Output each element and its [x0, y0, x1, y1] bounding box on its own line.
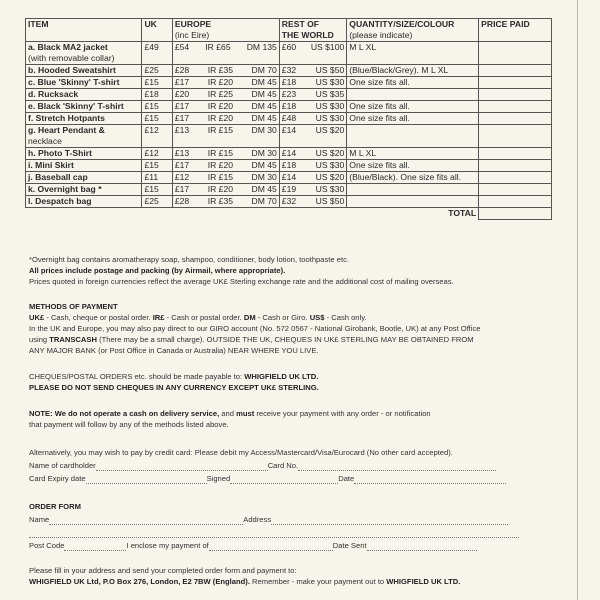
cell-europe: [172, 89, 279, 101]
cell-uk: £15: [142, 113, 172, 125]
eu-dm: DM 45: [251, 160, 277, 170]
cell-uk: £12: [142, 125, 172, 148]
cell-europe: [172, 148, 279, 160]
eu-gbp: £17: [174, 113, 190, 123]
cell-rest: [279, 148, 346, 160]
eu-dm: DM 30: [251, 125, 277, 135]
item-name-line2: (with removable collar): [28, 53, 115, 63]
rw-gbp: £19: [281, 184, 297, 194]
table-row: [26, 77, 552, 89]
rw-gbp: £32: [281, 196, 297, 206]
header-europe-label: EUROPE: [174, 19, 212, 29]
cell-rest: [279, 77, 346, 89]
header-qty: [347, 19, 479, 42]
cell-paid[interactable]: [479, 113, 552, 125]
cur-us: US$: [309, 313, 325, 322]
cell-europe: [172, 101, 279, 113]
rw-usd: US $20: [315, 125, 345, 135]
eu-irl: IR £20: [207, 113, 234, 123]
footer-line1: Please fill in your address and send your completed order form and payment to:: [29, 566, 297, 575]
table-row: [26, 89, 552, 101]
cell-rest: [279, 42, 346, 65]
header-rest-label2: THE WORLD: [281, 30, 334, 40]
cur-ir-text: - Cash or postal order.: [164, 313, 244, 322]
item-name: f. Stretch Hotpants: [28, 113, 105, 123]
cell-rest: [279, 113, 346, 125]
eu-dm: DM 45: [251, 113, 277, 123]
cell-item: [26, 184, 142, 196]
cheques-payee: WHIGFIELD UK LTD.: [244, 372, 319, 381]
item-name: h. Photo T-Shirt: [28, 148, 92, 158]
eu-gbp: £28: [174, 65, 190, 75]
cell-qty[interactable]: One size fits all.: [347, 77, 479, 89]
address-label: Address: [243, 515, 272, 524]
table-row: [26, 65, 552, 77]
table-row: [26, 160, 552, 172]
price-table: [25, 18, 552, 220]
address-field-2[interactable]: [29, 529, 519, 538]
rw-gbp: £18: [281, 101, 297, 111]
rw-usd: US $30: [315, 113, 345, 123]
rw-gbp: £18: [281, 160, 297, 170]
cell-uk: £15: [142, 101, 172, 113]
cell-qty[interactable]: One size fits all.: [347, 101, 479, 113]
cell-uk: £15: [142, 77, 172, 89]
eu-dm: DM 70: [251, 196, 277, 206]
cell-rest: [279, 172, 346, 184]
cell-paid[interactable]: [479, 184, 552, 196]
rw-usd: US $50: [315, 65, 345, 75]
eu-gbp: £17: [174, 184, 190, 194]
cell-qty[interactable]: (Blue/Black). One size fits all.: [347, 172, 479, 184]
card-row1: [29, 461, 496, 471]
form-row-address2: [29, 528, 519, 538]
eu-dm: DM 45: [251, 184, 277, 194]
cell-item: [26, 65, 142, 77]
cell-qty[interactable]: (Blue/Black/Grey). M L XL: [347, 65, 479, 77]
cell-europe: [172, 160, 279, 172]
rw-gbp: £60: [281, 42, 297, 52]
payment-currencies: [29, 313, 367, 323]
name-label: Name: [29, 515, 50, 524]
eu-gbp: £13: [174, 125, 190, 135]
date-sent-label: Date Sent: [332, 541, 367, 550]
eu-irl: IR £65: [205, 42, 231, 52]
cardholder-label: Name of cardholder: [29, 461, 96, 470]
cur-uk: UK£: [29, 313, 45, 322]
cod-note: NOTE:: [29, 409, 53, 418]
expiry-label: Card Expiry date: [29, 474, 86, 483]
form-row2: [29, 541, 477, 551]
header-europe-sub: (inc Eire): [174, 30, 210, 40]
cell-item: [26, 196, 142, 208]
cod-mid: and: [219, 409, 237, 418]
cell-europe: [172, 65, 279, 77]
item-name: k. Overnight bag *: [28, 184, 102, 194]
transcash-label: TRANSCASH: [49, 335, 97, 344]
eu-irl: IR £35: [207, 196, 234, 206]
cell-europe: [172, 113, 279, 125]
cell-paid[interactable]: [479, 89, 552, 101]
rw-usd: US $30: [315, 160, 345, 170]
rw-usd: US $30: [315, 77, 345, 87]
item-name: b. Hooded Sweatshirt: [28, 65, 116, 75]
header-europe: [172, 19, 279, 42]
eu-gbp: £28: [174, 196, 190, 206]
cell-europe: [172, 184, 279, 196]
cell-item: [26, 77, 142, 89]
eu-gbp: £54: [174, 42, 190, 52]
eu-gbp: £13: [174, 148, 190, 158]
cur-uk-text: - Cash, cheque or postal order.: [44, 313, 153, 322]
item-name: d. Rucksack: [28, 89, 79, 99]
item-name: c. Blue 'Skinny' T-shirt: [28, 77, 120, 87]
card-row2: [29, 474, 506, 484]
payment-transcash: [29, 335, 474, 345]
item-name: l. Despatch bag: [28, 196, 92, 206]
rw-usd: US $30: [315, 184, 345, 194]
total-field[interactable]: [479, 208, 552, 220]
rw-gbp: £32: [281, 65, 297, 75]
cell-paid[interactable]: [479, 125, 552, 148]
eu-dm: DM 70: [251, 65, 277, 75]
rw-usd: US $50: [315, 196, 345, 206]
transcash-post: (There may be a small charge). OUTSIDE THE UK, CHEQUES IN UK£ STERLING MAY BE OBTAINED FROM: [96, 335, 474, 344]
page-edge-line: [577, 0, 578, 600]
eu-irl: IR £15: [207, 148, 234, 158]
cell-uk: £49: [142, 42, 172, 65]
cell-qty[interactable]: [347, 196, 479, 208]
cur-dm-text: - Cash or Giro.: [255, 313, 310, 322]
cell-item: [26, 42, 142, 65]
rw-gbp: £14: [281, 125, 297, 135]
cell-item: [26, 113, 142, 125]
table-row: [26, 101, 552, 113]
cheques-pre: CHEQUES/POSTAL ORDERS etc. should be made payable to:: [29, 372, 245, 381]
cheques-warning: PLEASE DO NOT SEND CHEQUES IN ANY CURRENCY EXCEPT UK£ STERLING.: [29, 383, 319, 392]
cell-rest: [279, 89, 346, 101]
cell-rest: [279, 160, 346, 172]
card-intro: Alternatively, you may wish to pay by credit card: Please debit my Access/Mastercard/Visa/Eurocard (No other card accepted).: [29, 448, 453, 457]
rw-gbp: £23: [281, 89, 297, 99]
cell-item: [26, 101, 142, 113]
card-date-label: Date: [338, 474, 355, 483]
payment-giro: In the UK and Europe, you may also pay direct to our GIRO account (No. 572 0567 - National Girobank, Bootle, UK) at any Post Office: [29, 324, 481, 333]
eu-irl: IR £20: [207, 160, 234, 170]
date-sent-field[interactable]: [367, 542, 477, 551]
cod-pre: We do not operate a cash on delivery service,: [52, 409, 220, 418]
cell-uk: £12: [142, 148, 172, 160]
header-rest-label: REST OF: [281, 19, 320, 29]
payment-bank: ANY MAJOR BANK (or Post Office in Canada or Australia) NEAR WHERE YOU LIVE.: [29, 346, 319, 355]
eu-irl: IR £20: [207, 184, 234, 194]
cell-item: [26, 148, 142, 160]
note-foreign: Prices quoted in foreign currencies reflect the average UK£ Sterling exchange rate and the additional cost of mailing overseas.: [29, 277, 454, 286]
eu-irl: IR £25: [207, 89, 234, 99]
header-qty-sub: (please indicate): [349, 30, 413, 40]
cur-dm: DM: [243, 313, 256, 322]
cell-paid[interactable]: [479, 42, 552, 65]
item-name: e. Black 'Skinny' T-shirt: [28, 101, 124, 111]
cell-uk: £11: [142, 172, 172, 184]
signed-field[interactable]: [230, 475, 338, 484]
enclose-label: I enclose my payment of: [126, 541, 209, 550]
cur-us-text: - Cash only.: [324, 313, 367, 322]
payment-heading: METHODS OF PAYMENT: [29, 302, 118, 311]
rw-usd: US $30: [315, 101, 345, 111]
cell-europe: [172, 196, 279, 208]
note-postage: All prices include postage and packing (by Airmail, where appropriate).: [29, 266, 286, 275]
order-form-heading: ORDER FORM: [29, 502, 81, 511]
note-overnight: *Overnight bag contains aromatherapy soap, shampoo, conditioner, body lotion, toothpaste etc.: [29, 255, 349, 264]
eu-dm: DM 30: [251, 148, 277, 158]
footer-remember: Remember - make your payment out to: [249, 577, 387, 586]
cell-europe: [172, 42, 279, 65]
item-name: a. Black MA2 jacket: [28, 42, 108, 52]
rw-usd: US $100: [310, 42, 345, 52]
eu-dm: DM 45: [251, 101, 277, 111]
rw-gbp: £18: [281, 77, 297, 87]
cell-europe: [172, 172, 279, 184]
cell-paid[interactable]: [479, 101, 552, 113]
post-code-label: Post Code: [29, 541, 65, 550]
cell-item: [26, 89, 142, 101]
cell-rest: [279, 125, 346, 148]
cell-rest: [279, 65, 346, 77]
cell-uk: £15: [142, 160, 172, 172]
cell-qty[interactable]: M L XL: [347, 148, 479, 160]
card-date-field[interactable]: [354, 475, 506, 484]
cell-qty[interactable]: One size fits all.: [347, 160, 479, 172]
table-row: [26, 42, 552, 65]
total-row: [26, 208, 552, 220]
eu-gbp: £17: [174, 77, 190, 87]
form-row1: [29, 515, 508, 525]
cell-europe: [172, 77, 279, 89]
cell-uk: £25: [142, 65, 172, 77]
item-name: g. Heart Pendant &: [28, 125, 105, 135]
table-row: [26, 113, 552, 125]
cod-post: receive your payment with any order - or notification: [254, 409, 431, 418]
table-row: [26, 184, 552, 196]
cell-rest: [279, 101, 346, 113]
cell-item: [26, 160, 142, 172]
cell-paid[interactable]: [479, 65, 552, 77]
rw-usd: US $20: [315, 148, 345, 158]
table-row: [26, 125, 552, 148]
cell-qty[interactable]: [347, 125, 479, 148]
item-name: i. Mini Skirt: [28, 160, 74, 170]
cell-paid[interactable]: [479, 77, 552, 89]
footer-payee: WHIGFIELD UK LTD.: [386, 577, 461, 586]
eu-gbp: £17: [174, 160, 190, 170]
cell-uk: £25: [142, 196, 172, 208]
cell-qty[interactable]: [347, 184, 479, 196]
cod-line2: that payment will follow by any of the methods listed above.: [29, 420, 229, 429]
eu-gbp: £17: [174, 101, 190, 111]
cell-qty[interactable]: One size fits all.: [347, 113, 479, 125]
expiry-field[interactable]: [86, 475, 207, 484]
eu-irl: IR £35: [207, 65, 234, 75]
address-field[interactable]: [271, 516, 508, 525]
eu-irl: IR £20: [207, 77, 234, 87]
table-row: [26, 196, 552, 208]
rw-gbp: £48: [281, 113, 297, 123]
card-no-field[interactable]: [298, 462, 496, 471]
table-row: [26, 148, 552, 160]
cod-must: must: [236, 409, 255, 418]
header-uk: UK: [142, 19, 172, 42]
post-code-field[interactable]: [64, 542, 126, 551]
cell-europe: [172, 125, 279, 148]
cod-line: [29, 409, 431, 419]
rw-usd: US $20: [315, 172, 345, 182]
cell-uk: £18: [142, 89, 172, 101]
header-paid: PRICE PAID: [479, 19, 552, 42]
cell-uk: £15: [142, 184, 172, 196]
table-row: [26, 172, 552, 184]
eu-gbp: £20: [174, 89, 190, 99]
footer-line2: [29, 577, 460, 587]
total-label: TOTAL: [26, 208, 479, 220]
cheques-line: [29, 372, 318, 382]
eu-irl: IR £15: [207, 172, 234, 182]
enclose-field[interactable]: [209, 542, 333, 551]
header-qty-label: QUANTITY/SIZE/COLOUR: [349, 19, 455, 29]
eu-dm: DM 30: [251, 172, 277, 182]
cell-rest: [279, 184, 346, 196]
eu-gbp: £12: [174, 172, 190, 182]
name-field[interactable]: [49, 516, 243, 525]
eu-irl: IR £15: [207, 125, 234, 135]
cell-paid[interactable]: [479, 148, 552, 160]
cell-item: [26, 125, 142, 148]
rw-usd: US $35: [315, 89, 345, 99]
table-header-row: [26, 19, 552, 42]
rw-gbp: £14: [281, 148, 297, 158]
cell-qty[interactable]: M L XL: [347, 42, 479, 65]
cell-qty[interactable]: [347, 89, 479, 101]
item-name-line2: necklace: [28, 136, 62, 146]
cell-paid[interactable]: [479, 196, 552, 208]
eu-dm: DM 135: [246, 42, 277, 52]
cell-rest: [279, 196, 346, 208]
eu-dm: DM 45: [251, 89, 277, 99]
transcash-pre: using: [29, 335, 50, 344]
signed-label: Signed: [206, 474, 231, 483]
cell-paid[interactable]: [479, 172, 552, 184]
cur-ir: IR£: [152, 313, 165, 322]
cell-paid[interactable]: [479, 160, 552, 172]
header-item: ITEM: [26, 19, 142, 42]
footer-address: WHIGFIELD UK Ltd, P.O Box 276, London, E2 7BW (England).: [29, 577, 250, 586]
header-rest: [279, 19, 346, 42]
eu-dm: DM 45: [251, 77, 277, 87]
item-name: j. Baseball cap: [28, 172, 88, 182]
cardholder-field[interactable]: [96, 462, 268, 471]
cell-item: [26, 172, 142, 184]
rw-gbp: £14: [281, 172, 297, 182]
eu-irl: IR £20: [207, 101, 234, 111]
card-no-label: Card No.: [267, 461, 299, 470]
